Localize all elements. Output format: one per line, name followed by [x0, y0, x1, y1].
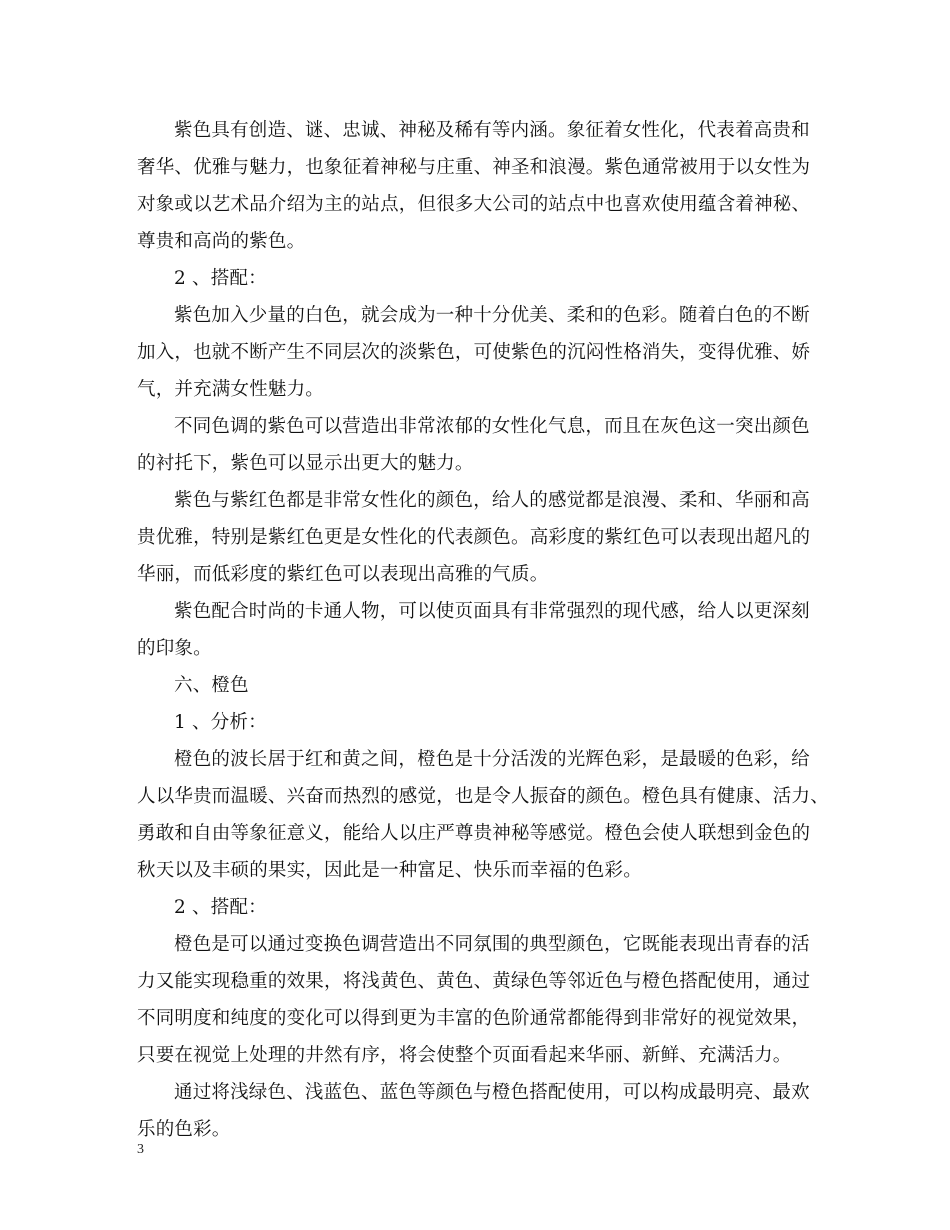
text-line: 勇敢和自由等象征意义，能给人以庄严尊贵神秘等感觉。橙色会使人联想到金色的	[137, 823, 811, 844]
section-heading: 2 、搭配：	[174, 268, 267, 289]
body-text	[137, 112, 827, 1148]
text-line: 橙色的波长居于红和黄之间，橙色是十分活泼的光辉色彩，是最暖的色彩，给	[174, 749, 810, 770]
text-line: 紫色与紫红色都是非常女性化的颜色，给人的感觉都是浪漫、柔和、华丽和高	[174, 490, 810, 511]
section-heading: 2 、搭配：	[174, 897, 267, 918]
section-heading: 1 、分析：	[174, 712, 267, 733]
text-line: 华丽，而低彩度的紫红色可以表现出高雅的气质。	[137, 564, 549, 585]
text-line: 奢华、优雅与魅力，也象征着神秘与庄重、神圣和浪漫。紫色通常被用于以女性为	[137, 157, 811, 178]
text-line: 紫色配合时尚的卡通人物，可以使页面具有非常强烈的现代感，给人以更深刻	[174, 601, 810, 622]
text-line: 通过将浅绿色、浅蓝色、蓝色等颜色与橙色搭配使用，可以构成最明亮、最欢	[174, 1082, 810, 1103]
text-line: 尊贵和高尚的紫色。	[137, 231, 306, 252]
text-line: 贵优雅，特别是紫红色更是女性化的代表颜色。高彩度的紫红色可以表现出超凡的	[137, 527, 811, 548]
text-line: 人以华贵而温暖、兴奋而热烈的感觉，也是令人振奋的颜色。橙色具有健康、活力、	[137, 786, 829, 807]
page-number: 3	[137, 1142, 144, 1157]
text-line: 不同色调的紫色可以营造出非常浓郁的女性化气息，而且在灰色这一突出颜色	[174, 416, 810, 437]
text-line: 不同明度和纯度的变化可以得到更为丰富的色阶通常都能得到非常好的视觉效果，	[137, 1008, 811, 1029]
text-line: 乐的色彩。	[137, 1119, 231, 1140]
text-line: 只要在视觉上处理的井然有序，将会使整个页面看起来华丽、新鲜、充满活力。	[137, 1045, 792, 1066]
text-line: 力又能实现稳重的效果，将浅黄色、黄色、黄绿色等邻近色与橙色搭配使用，通过	[137, 971, 811, 992]
text-line: 秋天以及丰硕的果实，因此是一种富足、快乐而幸福的色彩。	[137, 860, 642, 881]
text-line: 气，并充满女性魅力。	[137, 379, 325, 400]
text-line: 的印象。	[137, 638, 212, 659]
text-line: 对象或以艺术品介绍为主的站点，但很多大公司的站点中也喜欢使用蕴含着神秘、	[137, 194, 811, 215]
text-line: 加入，也就不断产生不同层次的淡紫色，可使紫色的沉闷性格消失，变得优雅、娇	[137, 342, 811, 363]
section-heading: 六、橙色	[174, 675, 249, 696]
text-line: 紫色加入少量的白色，就会成为一种十分优美、柔和的色彩。随着白色的不断	[174, 305, 810, 326]
text-line: 的衬托下，紫色可以显示出更大的魅力。	[137, 453, 474, 474]
text-line: 橙色是可以通过变换色调营造出不同氛围的典型颜色，它既能表现出青春的活	[174, 934, 810, 955]
text-line: 紫色具有创造、谜、忠诚、神秘及稀有等内涵。象征着女性化，代表着高贵和	[174, 120, 810, 141]
